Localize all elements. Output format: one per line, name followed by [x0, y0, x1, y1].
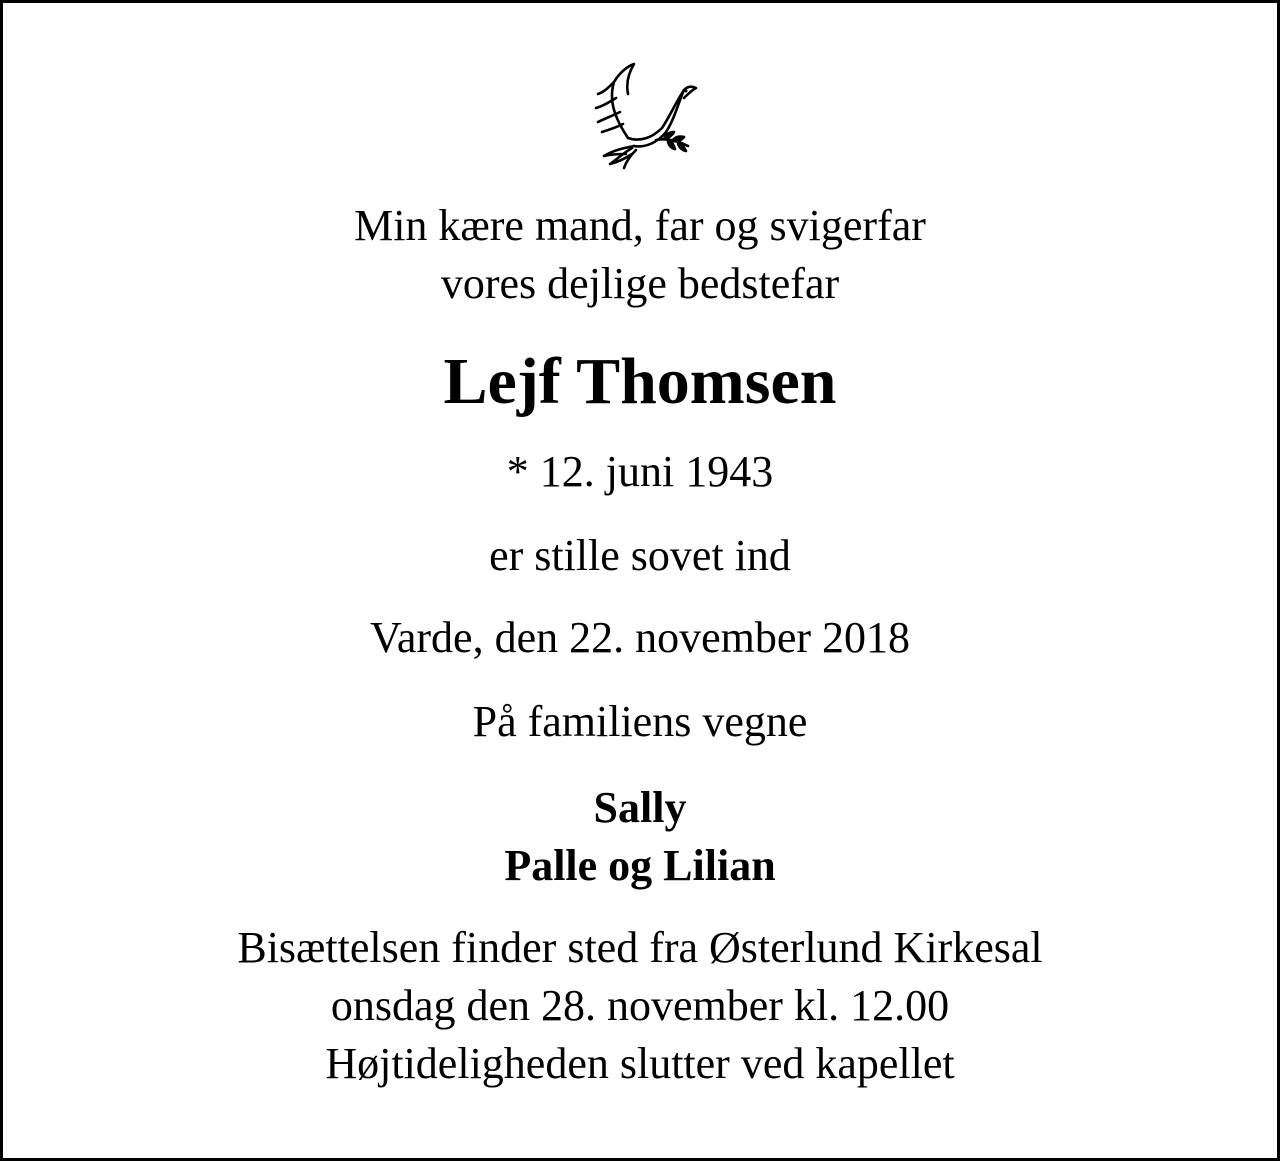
- signer-2: Palle og Lilian: [504, 841, 776, 890]
- intro-line-2: vores dejlige bedstefar: [440, 259, 840, 308]
- deceased-name: Lejf Thomsen: [443, 345, 837, 418]
- funeral-line-3: Højtideligheden slutter ved kapellet: [325, 1039, 955, 1088]
- place-and-date: Varde, den 22. november 2018: [369, 613, 911, 662]
- on-behalf-text: På familiens vegne: [472, 697, 808, 746]
- funeral-line-1: Bisættelsen finder sted fra Østerlund Kirkesal: [237, 923, 1043, 972]
- dove-icon: [576, 58, 704, 170]
- funeral-line-2: onsdag den 28. november kl. 12.00: [330, 981, 950, 1030]
- passed-text: er stille sovet ind: [489, 531, 791, 580]
- intro-line-1: Min kære mand, far og svigerfar: [354, 201, 926, 250]
- signer-1: Sally: [593, 783, 687, 832]
- birth-date: * 12. juni 1943: [506, 447, 774, 496]
